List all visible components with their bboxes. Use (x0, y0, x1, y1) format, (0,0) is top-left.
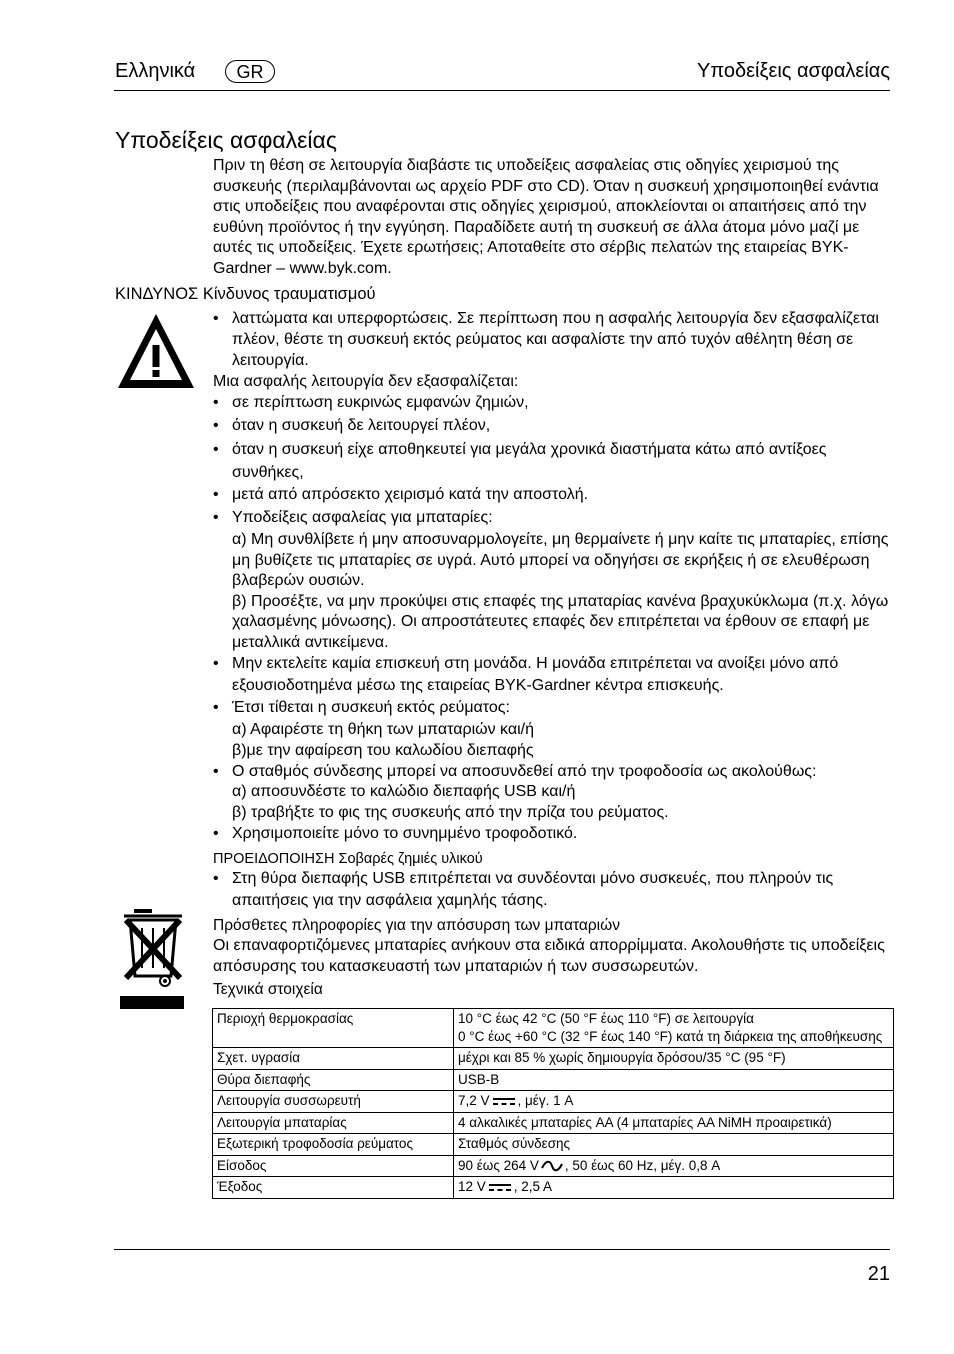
page-number: 21 (867, 1263, 890, 1285)
table-row (213, 1155, 894, 1177)
spec-label: Είσοδος (213, 1155, 454, 1177)
spec-value-pre: 12 V (458, 1179, 486, 1194)
disconnect-step-b: β)με την αφαίρεση του καλωδίου διεπαφής (232, 741, 534, 759)
ac-current-icon (541, 1160, 563, 1172)
danger-bullet-defects: • λαττώματα και υπερφορτώσεις. Σε περίπτωση που η ασφαλής λειτουργία δεν εξασφαλίζεται πλέον, θέστε τη συσκευή εκτός ρεύματος και ασφαλίστε την από τυχόν αθέλητη θέση σε λειτουργία. (213, 308, 893, 371)
spec-label: Λειτουργία συσσωρευτή (213, 1091, 454, 1113)
spec-value-post: , 2,5 A (513, 1179, 553, 1194)
page-title: Υποδείξεις ασφαλείας (115, 127, 337, 153)
warning-heading: ΠΡΟΕΙΔΟΠΟΙΗΣΗ Σοβαρές ζημιές υλικού (213, 851, 483, 867)
spec-label: Θύρα διεπαφής (213, 1069, 454, 1091)
table-row (213, 1177, 894, 1199)
spec-value-post: , 50 έως 60 Hz, μέγ. 0,8 A (564, 1157, 721, 1173)
spec-label: Λειτουργία μπαταρίας (213, 1112, 454, 1134)
footer-rule (114, 1249, 890, 1250)
spec-label: Εξωτερική τροφοδοσία ρεύματος (213, 1134, 454, 1156)
warning-bullet-usb: • Στη θύρα διεπαφής USB επιτρέπεται να συνδέονται μόνο συσκευές, που πληρούν τις απαιτήσεις για την ασφάλεια χαμηλής τάσης. (213, 868, 893, 912)
spec-value: USB-B (454, 1069, 894, 1091)
language-badge: GR (225, 60, 275, 83)
spec-label: Έξοδος (213, 1177, 454, 1199)
spec-value (454, 1091, 894, 1113)
safety-body (213, 308, 893, 1000)
danger-bullet-docking: • Ο σταθμός σύνδεσης μπορεί να αποσυνδεθεί από την τροφοδοσία ως ακολούθως: (213, 761, 893, 782)
crossed-bin-icon (120, 906, 184, 1010)
spec-value-pre: 7,2 V (458, 1093, 490, 1108)
spec-value (454, 1155, 894, 1177)
warning-triangle-icon (116, 312, 196, 390)
spec-value-line: 0 °C έως +60 °C (32 °F έως 140 °F) κατά τη διάρκεια της αποθήκευσης (458, 1028, 883, 1044)
danger-bullet-shipping: • μετά από απρόσεκτο χειρισμό κατά την αποστολή. (213, 484, 893, 505)
battery-note-a: α) Μη συνθλίβετε ή μην αποσυναρμολογείτε, μη θερμαίνετε ή μην καίτε τις μπαταρίες, επίσης μη βυθίζετε τις μπαταρίες σε υγρά. Αυτό μπορεί να οδηγήσει σε εκρήξεις ή σε ελευθέρωση βλαβερών ουσιών. (232, 531, 889, 589)
danger-bullet-repair: • Μην εκτελείτε καμία επισκευή στη μονάδα. Η μονάδα επιτρέπεται να ανοίξει μόνο από εξουσιοδοτημένα μέσω της εταιρείας BYK-Gardner κέντρα επισκευής. (213, 653, 893, 697)
danger-bullet-battery: • Υποδείξεις ασφαλείας για μπαταρίες: (213, 507, 893, 528)
spec-label: Σχετ. υγρασία (213, 1048, 454, 1070)
spec-value (454, 1009, 894, 1048)
table-row (213, 1069, 894, 1091)
header-rule (114, 90, 890, 91)
dc-current-icon (492, 1096, 516, 1106)
dc-current-icon (488, 1182, 512, 1192)
docking-step-a: α) αποσυνδέστε το καλώδιο διεπαφής USB και/ή (232, 783, 576, 800)
spec-value-post: , μέγ. 1 A (517, 1093, 574, 1108)
disposal-text: Οι επαναφορτιζόμενες μπαταρίες ανήκουν στα ειδικά απορρίμματα. Ακολουθήστε τις υποδείξεις απόσυρσης του κατασκευαστή των μπαταριών ή των συσσωρευτών. (213, 937, 885, 975)
spec-value: Σταθμός σύνδεσης (454, 1134, 894, 1156)
table-row (213, 1009, 894, 1048)
not-ensured-intro: Μια ασφαλής λειτουργία δεν εξασφαλίζεται: (213, 373, 519, 390)
spec-value-pre: 90 έως 264 V (458, 1157, 539, 1173)
specs-heading: Τεχνικά στοιχεία (213, 981, 323, 998)
danger-heading: ΚΙΝΔΥΝΟΣ Κίνδυνος τραυματισμού (115, 285, 376, 303)
danger-bullet-power-supply: • Χρησιμοποιείτε μόνο το συνημμένο τροφοδοτικό. (213, 823, 893, 844)
header-section-title: Υποδείξεις ασφαλείας (697, 60, 890, 82)
table-row (213, 1048, 894, 1070)
table-row (213, 1091, 894, 1113)
disposal-heading: Πρόσθετες πληροφορίες για την απόσυρση των μπαταριών (213, 917, 620, 934)
spec-value (454, 1177, 894, 1199)
danger-bullet-not-working: • όταν η συσκευή δε λειτουργεί πλέον, (213, 415, 893, 436)
spec-value-line: 10 °C έως 42 °C (50 °F έως 110 °F) σε λειτουργία (458, 1011, 754, 1026)
intro-paragraph: Πριν τη θέση σε λειτουργία διαβάστε τις υποδείξεις ασφαλείας στις οδηγίες χειρισμού της συσκευής (περιλαμβάνονται ως αρχείο PDF στο CD). Όταν η συσκευή χρησιμοποιηθεί ενάντια στις υποδείξεις που αναφέρονται στις οδηγίες χειρισμού, αποκλείονται οι απαιτήσεις από την ευθύνη προϊόντος ή την εγγύηση. Παραδίδετε αυτή τη συσκευή σε άλλα άτομα μόνο μαζί με αυτές τις υποδείξεις. Έχετε ερωτήσεις; Αποταθείτε στο σέρβις πελατών της εταιρείας BYK-Gardner – www.byk.com. (213, 157, 879, 277)
danger-bullet-visible-damage: • σε περίπτωση ευκρινώς εμφανών ζημιών, (213, 392, 893, 413)
header-language: Ελληνικά (115, 60, 196, 82)
spec-label: Περιοχή θερμοκρασίας (213, 1009, 454, 1048)
table-row (213, 1134, 894, 1156)
table-row (213, 1112, 894, 1134)
danger-bullet-storage: • όταν η συσκευή είχε αποθηκευτεί για μεγάλα χρονικά διαστήματα κάτω από αντίξοες συνθήκες, (213, 438, 893, 484)
danger-bullet-disconnect: • Έτσι τίθεται η συσκευή εκτός ρεύματος: (213, 697, 893, 718)
disconnect-step-a: α) Αφαιρέστε τη θήκη των μπαταριών και/ή (232, 721, 535, 738)
docking-step-b: β) τραβήξτε το φις της συσκευής από την πρίζα του ρεύματος. (232, 803, 669, 821)
spec-value: μέχρι και 85 % χωρίς δημιουργία δρόσου/35 °C (95 °F) (454, 1048, 894, 1070)
specs-table (212, 1008, 894, 1199)
spec-value: 4 αλκαλικές μπαταρίες AA (4 μπαταρίες AA NiMH προαιρετικά) (454, 1112, 894, 1134)
battery-note-b: β) Προσέξτε, να μην προκύψει στις επαφές της μπαταρίας κανένα βραχυκύκλωμα (π.χ. λόγω χαλασμένης μόνωσης). Οι απροστάτευτες επαφές δεν επιτρέπεται να έρθουν σε επαφή με μεταλλικά αντικείμενα. (232, 592, 889, 651)
